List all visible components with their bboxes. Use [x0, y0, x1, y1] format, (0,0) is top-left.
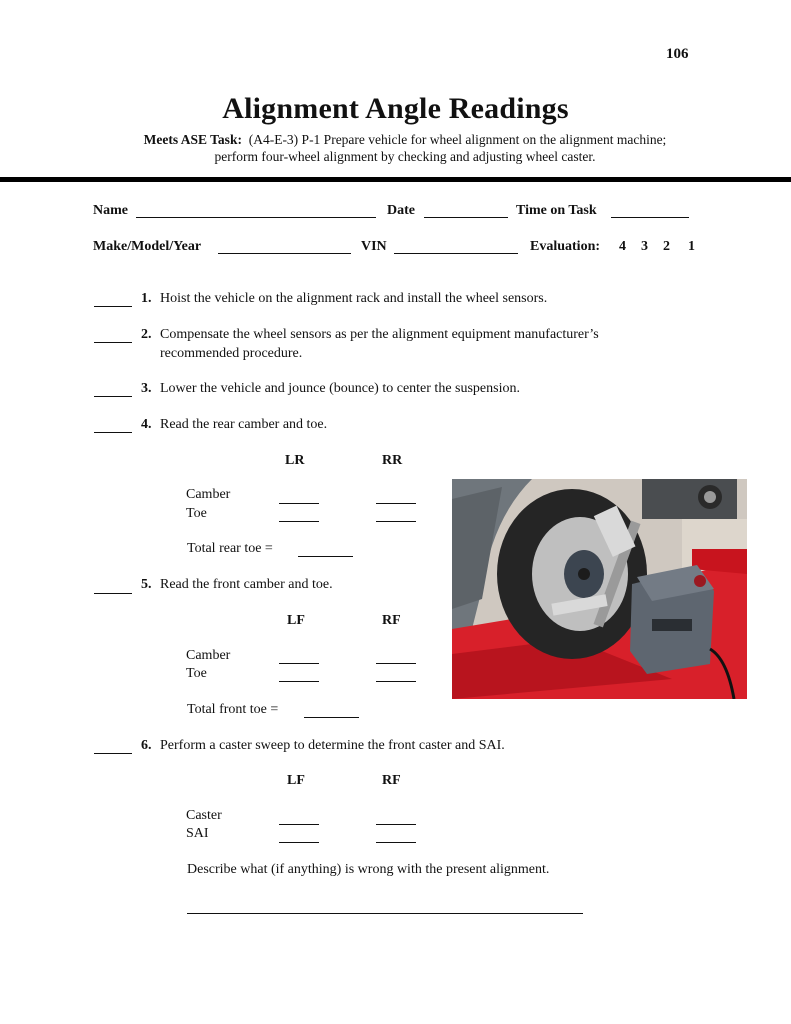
step-2-text: Compensate the wheel sensors as per the alignment equipment manufacturer’s — [160, 327, 599, 342]
caster-row-caster: Caster — [186, 808, 222, 823]
name-label: Name — [93, 203, 128, 218]
step-5-checkbox-line[interactable] — [94, 593, 132, 594]
evaluation-option-2[interactable]: 2 — [663, 239, 670, 254]
task-label: Meets ASE Task: — [143, 132, 242, 147]
time-on-task-label: Time on Task — [516, 203, 597, 218]
date-field[interactable] — [424, 217, 508, 218]
evaluation-option-4[interactable]: 4 — [619, 239, 626, 254]
front-col-lf: LF — [287, 613, 305, 628]
step-5-number: 5. — [141, 577, 152, 592]
total-rear-toe-label: Total rear toe = — [187, 541, 273, 556]
rear-col-lr: LR — [285, 453, 305, 468]
task-text-line1: (A4-E-3) P-1 Prepare vehicle for wheel alignment on the alignment machine; — [248, 132, 667, 147]
rr-toe-field[interactable] — [376, 521, 416, 522]
rear-row-toe: Toe — [186, 506, 207, 521]
front-row-camber: Camber — [186, 648, 231, 663]
page-number: 106 — [666, 46, 689, 62]
step-4-text: Read the rear camber and toe. — [160, 417, 328, 432]
step-5-text: Read the front camber and toe. — [160, 577, 333, 592]
step-2-number: 2. — [141, 327, 152, 342]
alignment-sensor-photo — [452, 479, 747, 699]
task-text-line2: perform four-wheel alignment by checking and adjusting wheel caster. — [214, 149, 596, 164]
describe-answer-field[interactable] — [187, 913, 583, 914]
step-1-checkbox-line[interactable] — [94, 306, 132, 307]
caster-col-lf: LF — [287, 773, 305, 788]
caster-row-sai: SAI — [186, 826, 209, 841]
front-col-rf: RF — [382, 613, 401, 628]
step-2-text-cont: recommended procedure. — [160, 346, 303, 361]
step-6-text: Perform a caster sweep to determine the front caster and SAI. — [160, 738, 505, 753]
wheel-alignment-photo-icon — [452, 479, 747, 699]
caster-col-rf: RF — [382, 773, 401, 788]
front-row-toe: Toe — [186, 666, 207, 681]
evaluation-label: Evaluation: — [530, 239, 601, 254]
step-3-number: 3. — [141, 381, 152, 396]
total-rear-toe-field[interactable] — [298, 556, 353, 557]
rf-camber-field[interactable] — [376, 663, 416, 664]
rf-toe-field[interactable] — [376, 681, 416, 682]
vin-label: VIN — [361, 239, 387, 254]
time-on-task-field[interactable] — [611, 217, 689, 218]
step-4-number: 4. — [141, 417, 152, 432]
total-front-toe-label: Total front toe = — [187, 702, 279, 717]
step-6-number: 6. — [141, 738, 152, 753]
date-label: Date — [387, 203, 415, 218]
step-6-checkbox-line[interactable] — [94, 753, 132, 754]
make-model-year-label: Make/Model/Year — [93, 239, 202, 254]
lr-toe-field[interactable] — [279, 521, 319, 522]
step-1-number: 1. — [141, 291, 152, 306]
header-divider — [0, 177, 791, 182]
rf-caster-field[interactable] — [376, 824, 416, 825]
lf-toe-field[interactable] — [279, 681, 319, 682]
total-front-toe-field[interactable] — [304, 717, 359, 718]
step-4-checkbox-line[interactable] — [94, 432, 132, 433]
ase-task-description — [60, 131, 750, 165]
make-model-year-field[interactable] — [218, 253, 351, 254]
step-3-checkbox-line[interactable] — [94, 396, 132, 397]
vin-field[interactable] — [394, 253, 518, 254]
name-field[interactable] — [136, 217, 376, 218]
lf-sai-field[interactable] — [279, 842, 319, 843]
lf-caster-field[interactable] — [279, 824, 319, 825]
rr-camber-field[interactable] — [376, 503, 416, 504]
step-3-text: Lower the vehicle and jounce (bounce) to center the suspension. — [160, 381, 520, 396]
step-1-text: Hoist the vehicle on the alignment rack and install the wheel sensors. — [160, 291, 548, 306]
lr-camber-field[interactable] — [279, 503, 319, 504]
step-2-checkbox-line[interactable] — [94, 342, 132, 343]
rear-row-camber: Camber — [186, 487, 231, 502]
evaluation-option-1[interactable]: 1 — [688, 239, 695, 254]
page-title: Alignment Angle Readings — [222, 92, 569, 125]
evaluation-option-3[interactable]: 3 — [641, 239, 648, 254]
describe-prompt: Describe what (if anything) is wrong with the present alignment. — [187, 862, 550, 877]
rear-col-rr: RR — [382, 453, 403, 468]
lf-camber-field[interactable] — [279, 663, 319, 664]
rf-sai-field[interactable] — [376, 842, 416, 843]
